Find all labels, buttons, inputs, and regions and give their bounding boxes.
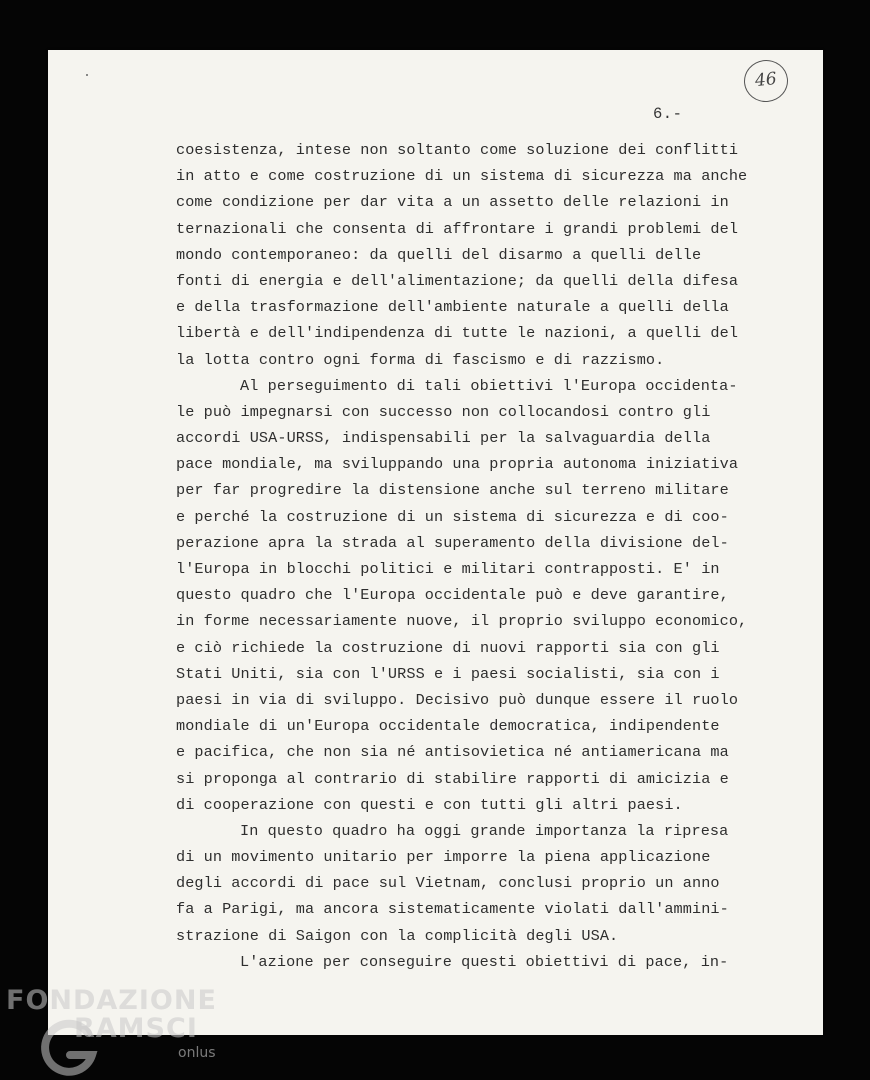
text-line: e ciò richiede la costruzione di nuovi rapporti sia con gli: [176, 638, 720, 657]
watermark-onlus: onlus: [178, 1045, 216, 1061]
text-line: libertà e dell'indipendenza di tutte le nazioni, a quelli del: [176, 324, 739, 343]
text-line: in forme necessariamente nuove, il proprio sviluppo economico,: [176, 612, 748, 631]
watermark-fondazione: FONDAZIONE: [6, 985, 217, 1016]
text-line: L'azione per conseguire questi obiettivi di pace, in-: [240, 952, 729, 971]
text-line: strazione di Saigon con la complicità degli USA.: [176, 926, 619, 945]
text-line: questo quadro che l'Europa occidentale può e deve garantire,: [176, 586, 729, 605]
archive-stamp-number: 46: [742, 58, 790, 104]
text-line: pace mondiale, ma sviluppando una propria autonoma iniziativa: [176, 455, 739, 474]
text-line: l'Europa in blocchi politici e militari contrapposti. E' in: [176, 560, 720, 578]
text-line: coesistenza, intese non soltanto come soluzione dei conflitti: [176, 141, 739, 159]
text-line: e perché la costruzione di un sistema di sicurezza e di coo-: [176, 507, 729, 526]
text-line: In questo quadro ha oggi grande importanza la ripresa: [240, 821, 729, 840]
text-line: le può impegnarsi con successo non collocandosi contro gli: [176, 402, 711, 421]
text-line: ternazionali che consenta di affrontare i grandi problemi del: [176, 219, 739, 238]
text-line: e della trasformazione dell'ambiente naturale a quelli della: [176, 298, 729, 317]
page-number: 6.-: [653, 105, 683, 123]
text-line: Al perseguimento di tali obiettivi l'Europa occidenta-: [240, 376, 738, 395]
typed-text-body: [176, 137, 766, 975]
text-line: accordi USA-URSS, indispensabili per la salvaguardia della: [176, 429, 711, 448]
text-line: di cooperazione con questi e con tutti gli altri paesi.: [176, 795, 683, 814]
paper-speck: [86, 74, 88, 76]
watermark-gramsci: RAMSCI: [74, 1013, 198, 1044]
text-line: perazione apra la strada al superamento della divisione del-: [176, 533, 729, 552]
text-line: Stati Uniti, sia con l'URSS e i paesi socialisti, sia con i: [176, 664, 720, 683]
text-line: fonti di energia e dell'alimentazione; da quelli della difesa: [176, 271, 739, 290]
text-line: come condizione per dar vita a un assetto delle relazioni in: [176, 193, 729, 212]
text-line: fa a Parigi, ma ancora sistematicamente violati dall'ammini-: [176, 900, 729, 919]
watermark-logo: [6, 985, 226, 1080]
text-line: si proponga al contrario di stabilire rapporti di amicizia e: [176, 769, 729, 788]
text-line: degli accordi di pace sul Vietnam, conclusi proprio un anno: [176, 874, 720, 893]
text-line: di un movimento unitario per imporre la piena applicazione: [176, 848, 711, 867]
text-line: mondo contemporaneo: da quelli del disarmo a quelli delle: [176, 245, 702, 264]
text-line: mondiale di un'Europa occidentale democratica, indipendente: [176, 717, 720, 736]
text-line: per far progredire la distensione anche sul terreno militare: [176, 481, 729, 500]
text-line: in atto e come costruzione di un sistema di sicurezza ma anche: [176, 167, 748, 186]
text-line: e pacifica, che non sia né antisovietica né antiamericana ma: [176, 743, 729, 762]
text-line: la lotta contro ogni forma di fascismo e di razzismo.: [176, 350, 665, 369]
text-line: paesi in via di sviluppo. Decisivo può dunque essere il ruolo: [176, 690, 739, 709]
